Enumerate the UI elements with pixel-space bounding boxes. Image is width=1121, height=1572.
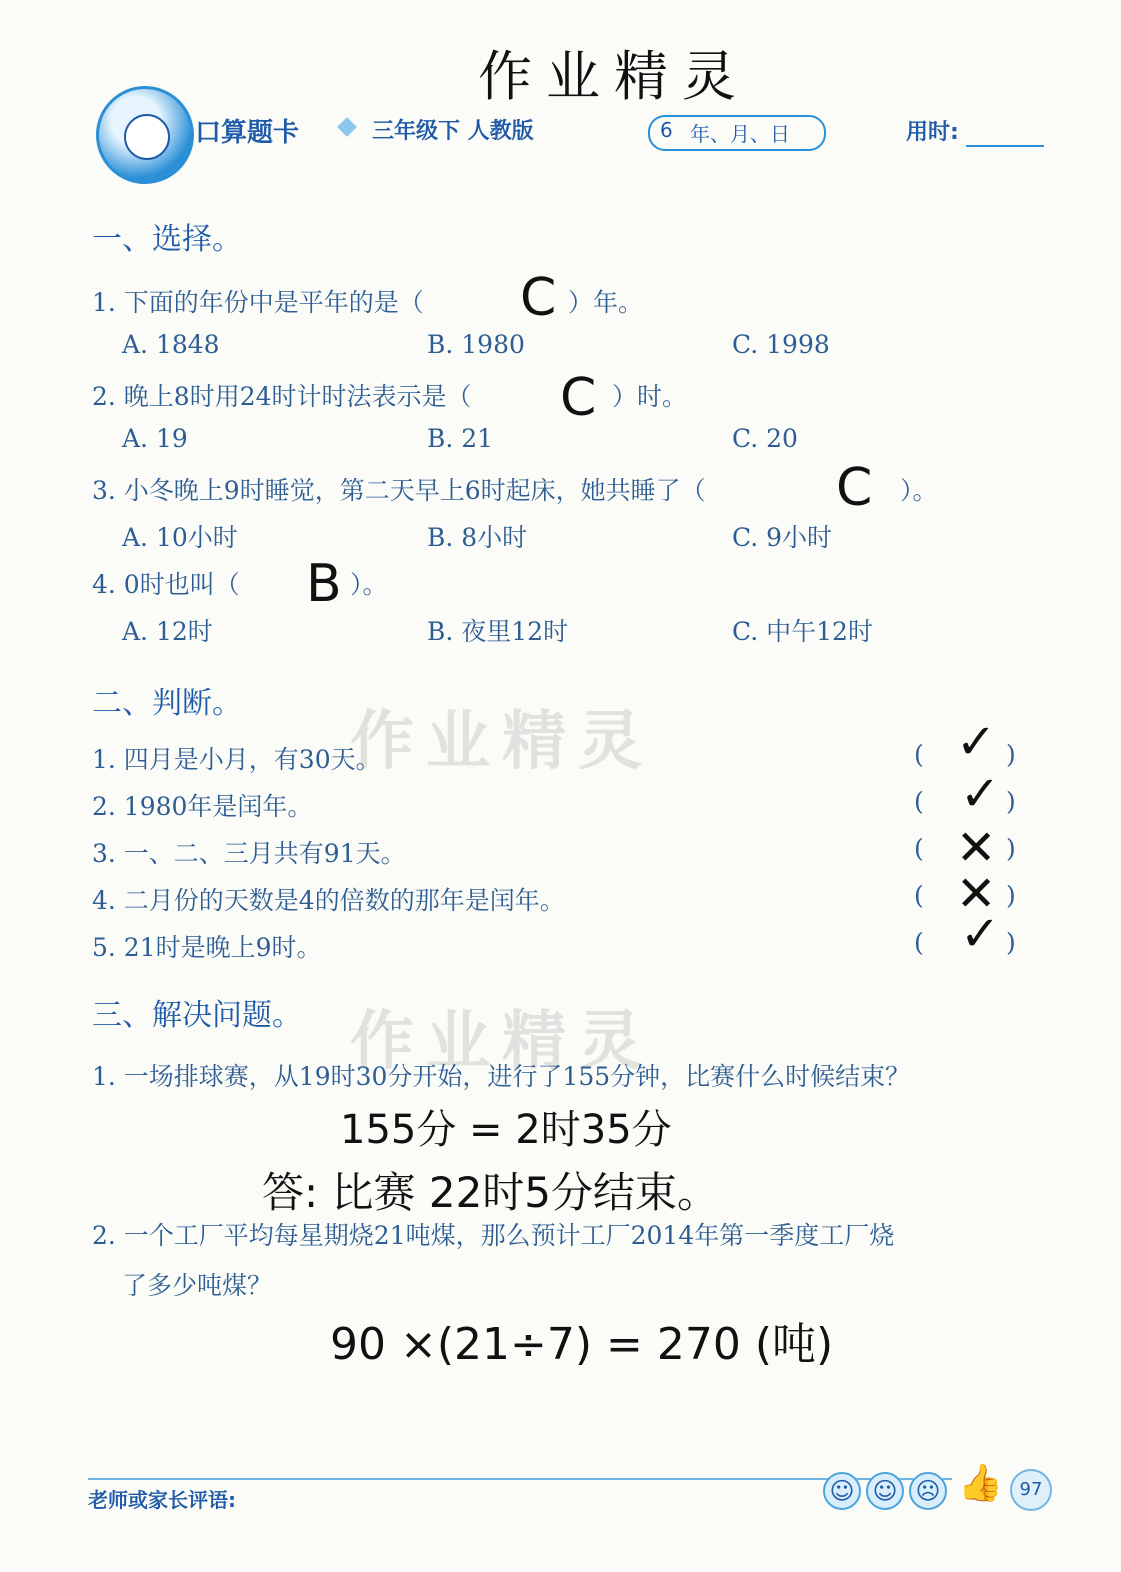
problem-text: 2. 一个工厂平均每星期烧21吨煤，那么预计工厂2014年第一季度工厂烧 [92,1221,895,1250]
handwritten-work: 155分 = 2时35分 [340,1107,672,1153]
answer-handwritten: C [836,458,873,518]
option: C. 9小时 [732,523,833,552]
option: B. 夜里12时 [427,617,569,646]
paren-close: ) [1006,740,1016,769]
section-title-choice: 一、选择。 [92,222,242,257]
diamond-icon [337,117,357,137]
publisher-logo-icon [96,86,194,184]
section-title-problems: 三、解决问题。 [92,998,302,1033]
statement-text: 2. 1980年是闰年。 [92,792,313,821]
option: A. 1848 [122,330,220,359]
question-close: ）时。 [612,382,688,411]
option: C. 中午12时 [732,617,873,646]
paren-open: ( [914,787,924,816]
section-title-judge: 二、判断。 [92,686,242,721]
option: A. 12时 [122,617,213,646]
handwritten-title: 作业精灵 [478,45,750,108]
question-close: ）年。 [568,288,644,317]
thumbs-up-icon: 👍 [958,1463,1003,1504]
time-label: 用时: [906,120,959,145]
happy-face-icon: ☺ [823,1472,861,1510]
question-close: ）。 [900,476,938,505]
judgement-mark: ✕ [956,820,997,876]
watermark: 作业精灵 [350,1005,654,1079]
option: C. 1998 [732,330,830,359]
question-text: 2. 晚上8时用24时计时法表示是（ [92,382,472,411]
question-text: 1. 下面的年份中是平年的是（ [92,288,424,317]
paren-close: ) [1006,881,1016,910]
statement-text: 4. 二月份的天数是4的倍数的那年是闰年。 [92,886,565,915]
paren-open: ( [914,834,924,863]
option: B. 8小时 [427,523,528,552]
answer-handwritten: C [560,368,597,428]
statement-text: 3. 一、二、三月共有91天。 [92,839,406,868]
paren-close: ) [1006,928,1016,957]
paren-close: ) [1006,787,1016,816]
question-close: ）。 [350,570,388,599]
time-field-line [966,145,1044,147]
judgement-mark: ✓ [960,766,1001,822]
grade-label: 三年级下 人教版 [372,119,534,144]
neutral-face-icon: ☺ [866,1472,904,1510]
problem-text: 了多少吨煤？ [122,1271,273,1300]
option: B. 1980 [427,330,525,359]
judgement-mark: ✓ [960,906,1001,962]
judgement-mark: ✓ [956,714,997,770]
sad-face-icon: ☹ [909,1472,947,1510]
option: A. 10小时 [122,523,238,552]
question-text: 3. 小冬晚上9时睡觉，第二天早上6时起床，她共睡了（ [92,476,706,505]
page-number: 97 [1010,1469,1052,1511]
problem-text: 1. 一场排球赛，从19时30分开始，进行了155分钟，比赛什么时候结束？ [92,1062,911,1091]
footer-divider [88,1478,952,1480]
comment-label: 老师或家长评语: [88,1488,236,1512]
paren-open: ( [914,740,924,769]
option: C. 20 [732,424,798,453]
paren-open: ( [914,881,924,910]
watermark: 作业精灵 [350,705,654,779]
handwritten-answer: 答: 比赛 22时5分结束。 [262,1168,720,1217]
paren-open: ( [914,928,924,957]
date-units: 年、月、日 [690,122,790,146]
judgement-mark: ✕ [956,866,997,922]
option: B. 21 [427,424,494,453]
statement-text: 5. 21时是晚上9时。 [92,933,322,962]
question-text: 4. 0时也叫（ [92,570,240,599]
answer-handwritten: B [306,554,342,614]
handwritten-work: 90 ×(21÷7) = 270 (吨) [330,1319,834,1370]
date-day: 6 [660,118,673,142]
paren-close: ) [1006,834,1016,863]
statement-text: 1. 四月是小月，有30天。 [92,745,381,774]
option: A. 19 [122,424,188,453]
answer-handwritten: C [520,268,557,328]
brand-title: 口算题卡 [195,118,300,148]
